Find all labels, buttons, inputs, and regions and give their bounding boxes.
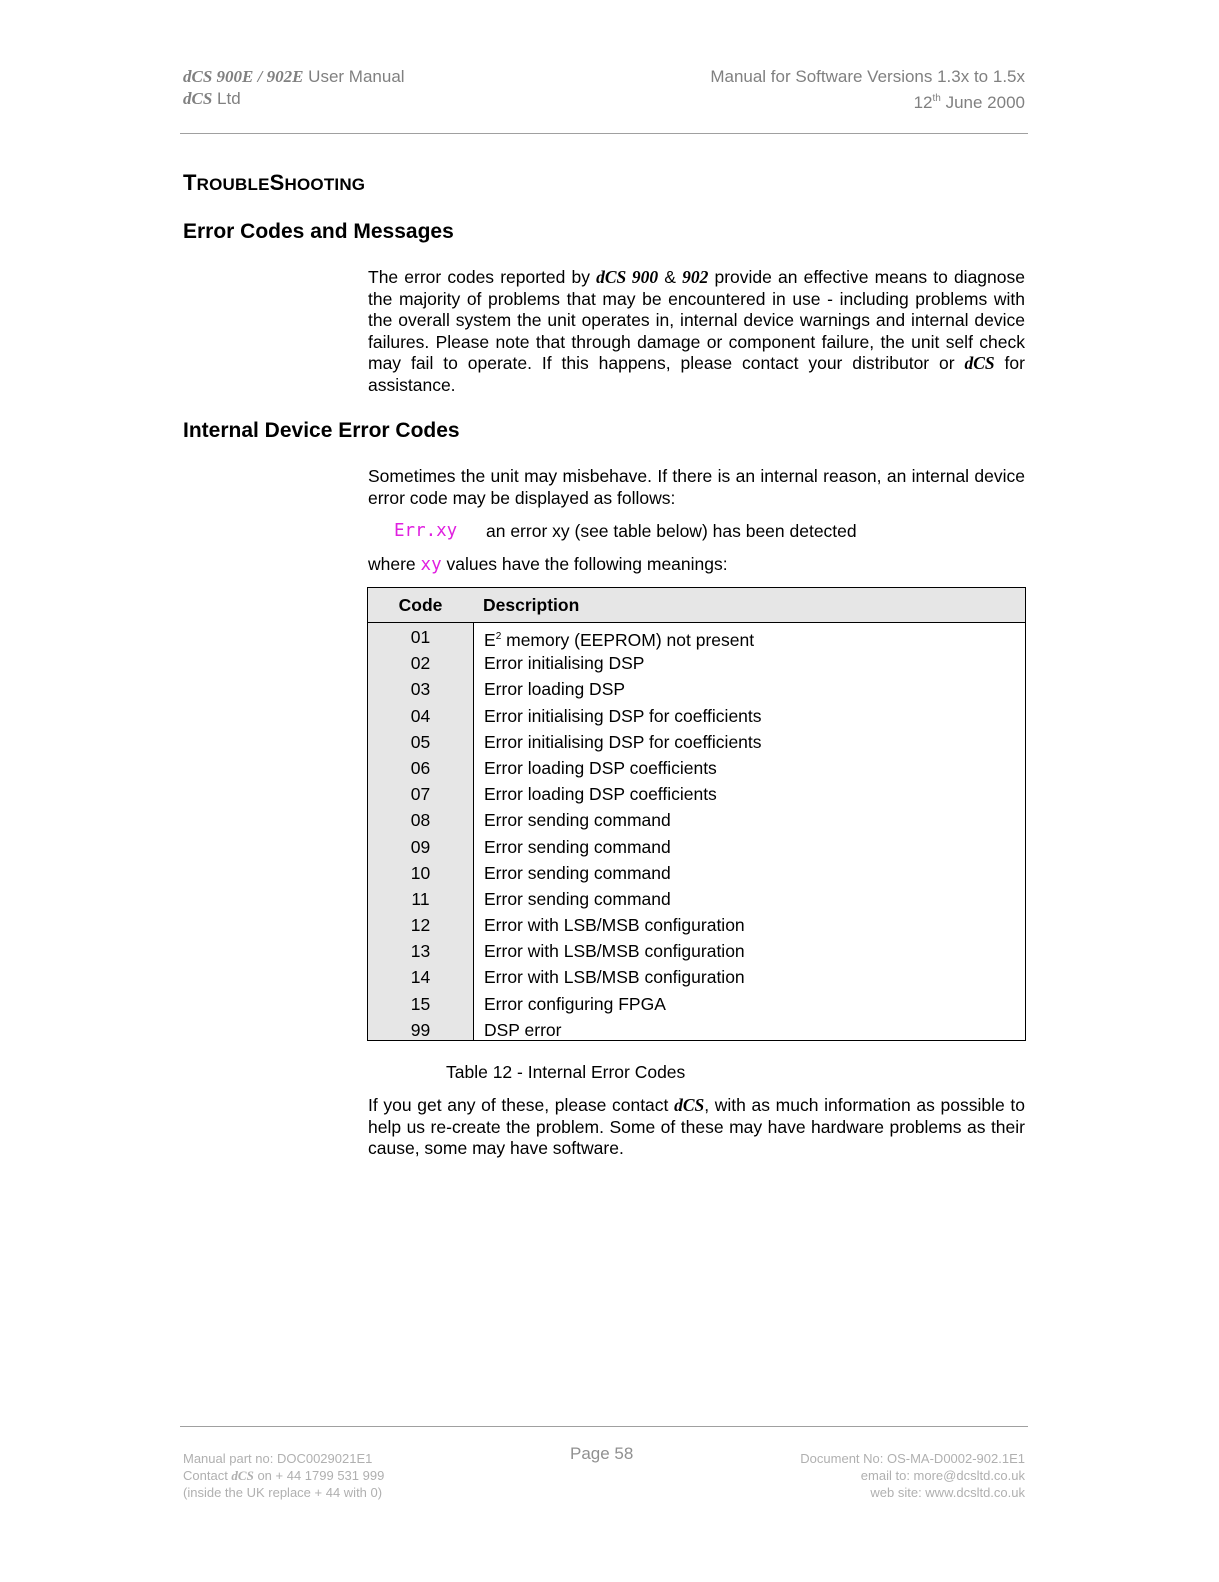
table-row-code: 11 xyxy=(411,888,430,909)
table-row-description: Error sending command xyxy=(484,862,671,883)
where-line: where xy values have the following meanings: xyxy=(368,554,728,575)
description-column xyxy=(474,623,1025,1040)
table-row-code: 01 xyxy=(410,627,431,647)
table-row-description: Error with LSB/MSB configuration xyxy=(484,915,745,936)
table-row-description: Error loading DSP coefficients xyxy=(484,757,717,778)
page-number: Page 58 xyxy=(570,1444,634,1463)
internal-codes-heading: Internal Device Error Codes xyxy=(183,419,460,442)
table-row-description: Error with LSB/MSB configuration xyxy=(484,967,745,988)
table-row-code: 05 xyxy=(410,731,431,752)
header-software-versions: Manual for Software Versions 1.3x to 1.5x xyxy=(710,67,1025,86)
table-row-code: 14 xyxy=(410,967,431,988)
table-row-description: Error initialising DSP xyxy=(484,653,645,674)
footer-left: Manual part no: DOC0029021E1 Contact dCS on + 44 1799 531 999 (inside the UK replace + 44 with 0) xyxy=(183,1451,385,1500)
footer-right: Document No: OS-MA-D0002-902.1E1 email to: more@dcsltd.co.uk web site: www.dcsltd.co.uk xyxy=(800,1451,1025,1500)
table-row-code: 03 xyxy=(410,679,431,700)
internal-intro-paragraph: Sometimes the unit may misbehave. If there is an internal reason, an internal device error code may be displayed as follows: xyxy=(368,466,1025,508)
error-format-description: an error xy (see table below) has been detected xyxy=(486,521,857,541)
table-row-description: Error loading DSP coefficients xyxy=(484,784,717,805)
table-row-code: 15 xyxy=(410,993,431,1014)
footer-divider xyxy=(180,1426,1028,1427)
header-date: 12th June 2000 xyxy=(913,93,1025,112)
table-caption: Table 12 - Internal Error Codes xyxy=(446,1062,686,1082)
table-row-code: 07 xyxy=(410,784,431,805)
table-row-code: 04 xyxy=(410,705,431,726)
error-format-code: Err.xy xyxy=(394,521,458,541)
error-codes-paragraph: The error codes reported by dCS 900 & 902 provide an effective means to diagnose the majority of problems that may be encountered in use - including problems with the overall system the unit operates in, internal device warnings and internal device failures. Please note that through damage or component failure, the unit self check may fail to operate. If this happens, please contact your distributor or dCS for assistance. xyxy=(368,267,1025,395)
table-row-code: 06 xyxy=(410,757,431,778)
table-row-description: Error sending command xyxy=(484,810,671,831)
table-row-code: 09 xyxy=(410,836,431,857)
table-row-description: Error with LSB/MSB configuration xyxy=(484,941,745,962)
table-header-description: Description xyxy=(483,594,580,615)
internal-error-codes-table xyxy=(367,587,1026,1041)
table-row-description: Error sending command xyxy=(484,836,671,857)
table-row-code: 13 xyxy=(410,941,431,962)
table-header-code: Code xyxy=(398,594,443,615)
table-row-description: DSP error xyxy=(484,1019,562,1040)
closing-paragraph: If you get any of these, please contact dCS, with as much information as possible to help us re-create the problem. Some of these may have hardware problems as their cause, some may have software. xyxy=(368,1095,1025,1158)
table-row-code: 08 xyxy=(410,810,431,831)
header-manual-title: dCS 900E / 902E User Manual xyxy=(183,67,405,86)
error-format-line xyxy=(394,521,857,542)
table-row-description: Error configuring FPGA xyxy=(484,993,666,1014)
code-column xyxy=(368,623,474,1040)
table-row-code: 02 xyxy=(410,653,431,674)
table-header xyxy=(368,588,1025,623)
table-row-description: $E^2$ memory (EEPROM) not present xyxy=(484,630,755,650)
table-row-code: 12 xyxy=(410,915,431,936)
section-title: TROUBLESHOOTING xyxy=(183,170,366,195)
table-row-description: Error initialising DSP for coefficients xyxy=(484,731,762,752)
error-codes-heading: Error Codes and Messages xyxy=(183,220,454,243)
table-row-code: 10 xyxy=(410,862,431,883)
header-company: dCS Ltd xyxy=(183,89,241,108)
table-row-description: Error sending command xyxy=(484,888,671,909)
table-row-code: 99 xyxy=(410,1019,431,1040)
table-row-description: Error loading DSP xyxy=(484,679,626,700)
table-row-description: Error initialising DSP for coefficients xyxy=(484,705,762,726)
header-divider xyxy=(180,133,1028,134)
page-header xyxy=(183,66,1025,114)
